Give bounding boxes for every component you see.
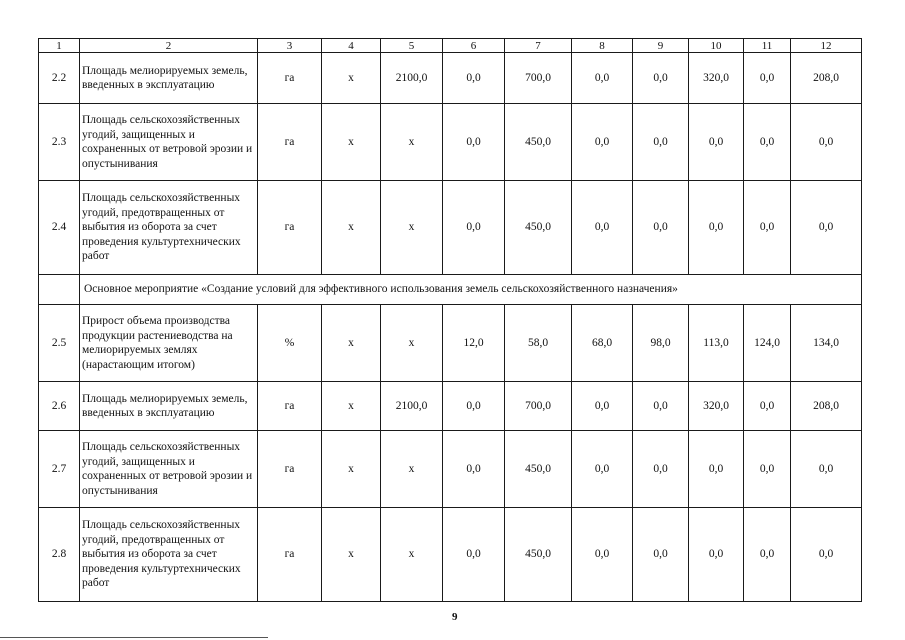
header-cell: 1 [39, 39, 80, 53]
value-cell: х [381, 181, 443, 275]
header-cell: 3 [258, 39, 322, 53]
table-row [39, 431, 862, 508]
value-cell: х [381, 104, 443, 181]
indicator-name: Площадь сельскохозяйственных угодий, предотвращенных от выбытия из оборота за счет проведения культуртехнических работ [80, 508, 258, 602]
value-cell: х [322, 508, 381, 602]
value-cell: 0,0 [572, 382, 633, 431]
value-cell: 58,0 [505, 305, 572, 382]
value-cell: 124,0 [744, 305, 791, 382]
table-row [39, 508, 862, 602]
value-cell: 0,0 [443, 104, 505, 181]
page-number: 9 [452, 611, 458, 623]
value-cell: 208,0 [791, 53, 862, 104]
value-cell: 0,0 [791, 104, 862, 181]
value-cell: 0,0 [572, 181, 633, 275]
header-cell: 8 [572, 39, 633, 53]
table-row [39, 181, 862, 275]
value-cell: 0,0 [633, 181, 689, 275]
value-cell: х [322, 104, 381, 181]
value-cell: 0,0 [633, 508, 689, 602]
unit-cell: % [258, 305, 322, 382]
header-cell: 5 [381, 39, 443, 53]
indicator-name: Площадь мелиорируемых земель, введенных в эксплуатацию [80, 53, 258, 104]
unit-cell: га [258, 104, 322, 181]
value-cell: 0,0 [689, 181, 744, 275]
row-number: 2.6 [39, 382, 80, 431]
value-cell: 450,0 [505, 431, 572, 508]
header-row [39, 39, 862, 53]
header-cell: 12 [791, 39, 862, 53]
value-cell: 0,0 [572, 508, 633, 602]
value-cell: 0,0 [689, 431, 744, 508]
row-number: 2.3 [39, 104, 80, 181]
value-cell: 0,0 [443, 431, 505, 508]
value-cell: 0,0 [633, 431, 689, 508]
unit-cell: га [258, 382, 322, 431]
header-cell: 4 [322, 39, 381, 53]
indicator-name: Прирост объема производства продукции растениеводства на мелиорируемых землях (нарастающим итогом) [80, 305, 258, 382]
value-cell: 0,0 [689, 508, 744, 602]
value-cell: 113,0 [689, 305, 744, 382]
value-cell: 0,0 [572, 431, 633, 508]
value-cell: 0,0 [791, 508, 862, 602]
row-number: 2.4 [39, 181, 80, 275]
value-cell: 0,0 [744, 104, 791, 181]
value-cell: 0,0 [744, 53, 791, 104]
value-cell: 2100,0 [381, 382, 443, 431]
unit-cell: га [258, 53, 322, 104]
section-row [39, 275, 862, 305]
value-cell: х [322, 305, 381, 382]
value-cell: 0,0 [633, 104, 689, 181]
value-cell: 0,0 [744, 181, 791, 275]
value-cell: 0,0 [443, 53, 505, 104]
section-title: Основное мероприятие «Создание условий для эффективного использования земель сельскохозяйственного назначения» [80, 275, 862, 305]
value-cell: 12,0 [443, 305, 505, 382]
value-cell: 450,0 [505, 508, 572, 602]
value-cell: 134,0 [791, 305, 862, 382]
value-cell: 0,0 [443, 508, 505, 602]
value-cell: 0,0 [572, 53, 633, 104]
value-cell: 0,0 [572, 104, 633, 181]
value-cell: 0,0 [443, 181, 505, 275]
value-cell: 2100,0 [381, 53, 443, 104]
value-cell: х [322, 181, 381, 275]
value-cell: 0,0 [744, 382, 791, 431]
value-cell: х [381, 431, 443, 508]
value-cell: х [322, 53, 381, 104]
value-cell: 0,0 [791, 431, 862, 508]
indicator-name: Площадь мелиорируемых земель, введенных в эксплуатацию [80, 382, 258, 431]
value-cell: 450,0 [505, 181, 572, 275]
value-cell: 700,0 [505, 53, 572, 104]
table-body [39, 39, 862, 602]
unit-cell: га [258, 181, 322, 275]
indicator-name: Площадь сельскохозяйственных угодий, защищенных и сохраненных от ветровой эрозии и опустынивания [80, 431, 258, 508]
table-row [39, 382, 862, 431]
header-cell: 10 [689, 39, 744, 53]
value-cell: 0,0 [744, 508, 791, 602]
value-cell: 700,0 [505, 382, 572, 431]
value-cell: х [381, 508, 443, 602]
value-cell: 208,0 [791, 382, 862, 431]
header-cell: 11 [744, 39, 791, 53]
value-cell: 0,0 [633, 382, 689, 431]
header-cell: 9 [633, 39, 689, 53]
header-cell: 7 [505, 39, 572, 53]
indicator-name: Площадь сельскохозяйственных угодий, защищенных и сохраненных от ветровой эрозии и опустынивания [80, 104, 258, 181]
header-cell: 6 [443, 39, 505, 53]
value-cell: х [322, 431, 381, 508]
header-cell: 2 [80, 39, 258, 53]
row-number: 2.7 [39, 431, 80, 508]
unit-cell: га [258, 431, 322, 508]
unit-cell: га [258, 508, 322, 602]
value-cell: 0,0 [791, 181, 862, 275]
row-number: 2.5 [39, 305, 80, 382]
table-row [39, 104, 862, 181]
value-cell: х [322, 382, 381, 431]
table-row [39, 53, 862, 104]
indicator-name: Площадь сельскохозяйственных угодий, предотвращенных от выбытия из оборота за счет проведения культуртехнических работ [80, 181, 258, 275]
value-cell: 98,0 [633, 305, 689, 382]
table-row [39, 305, 862, 382]
value-cell: 0,0 [443, 382, 505, 431]
value-cell: 0,0 [689, 104, 744, 181]
value-cell: х [381, 305, 443, 382]
value-cell: 320,0 [689, 382, 744, 431]
value-cell: 320,0 [689, 53, 744, 104]
value-cell: 68,0 [572, 305, 633, 382]
section-empty-cell [39, 275, 80, 305]
row-number: 2.8 [39, 508, 80, 602]
value-cell: 450,0 [505, 104, 572, 181]
indicator-table [38, 38, 862, 602]
scan-edge-line [0, 637, 268, 638]
row-number: 2.2 [39, 53, 80, 104]
value-cell: 0,0 [633, 53, 689, 104]
value-cell: 0,0 [744, 431, 791, 508]
